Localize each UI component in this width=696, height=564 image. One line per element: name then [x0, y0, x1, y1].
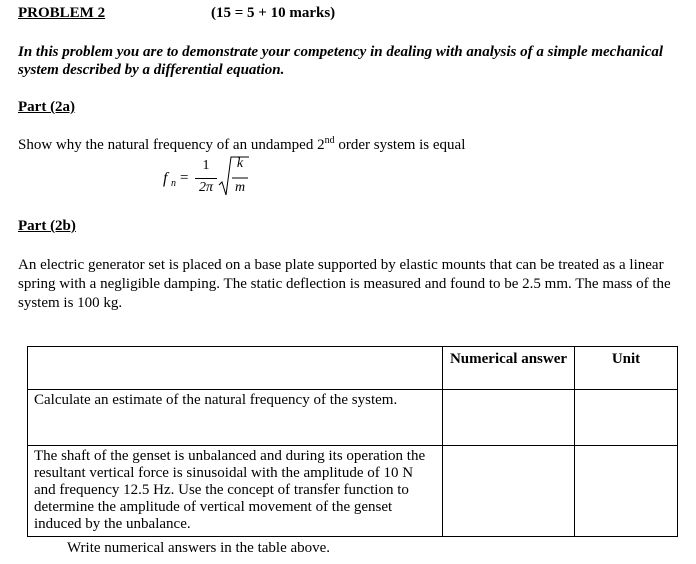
answer-cell[interactable] — [443, 390, 575, 446]
part-a-text-after: order system is equal — [334, 137, 466, 153]
part-b-paragraph: An electric generator set is placed on a base plate supported by elastic mounts that can be treated as a linear spring with a negligible damping. The static deflection is measured and found to be 2.5 mm. The mass of the system is 100 kg. — [18, 257, 671, 311]
formula-radicand-denominator: m — [234, 180, 246, 195]
numerical-answer-header: Numerical answer — [443, 347, 575, 390]
answer-cell[interactable] — [443, 446, 575, 537]
question-cell: Calculate an estimate of the natural frequency of the system. — [28, 390, 443, 446]
formula-lhs: f — [163, 170, 168, 187]
table-header-blank — [28, 347, 443, 390]
formula-denominator: 2π — [198, 180, 213, 195]
question-cell: The shaft of the genset is unbalanced and during its operation the resultant vertical force is sinusoidal with the amplitude of 10 N and frequency 12.5 Hz. Use the concept of transfer function to determine the amplitude of vertical movement of the genset induced by the unbalance. — [28, 446, 443, 537]
formula-numerator: 1 — [202, 158, 210, 173]
unit-header: Unit — [575, 347, 678, 390]
answer-table — [27, 346, 678, 537]
table-row — [28, 390, 678, 446]
marks-label: (15 = 5 + 10 marks) — [211, 5, 336, 21]
part-a-heading: Part (2a) — [18, 99, 76, 115]
part-b-heading: Part (2b) — [18, 218, 76, 234]
table-header-row — [28, 347, 678, 390]
formula-equals: = — [180, 170, 189, 186]
part-a-superscript: nd — [324, 135, 335, 146]
unit-cell[interactable] — [575, 390, 678, 446]
footnote: Write numerical answers in the table above. — [67, 540, 331, 556]
problem-title: PROBLEM 2 — [18, 5, 106, 21]
part-a-text — [18, 135, 465, 154]
intro-text: In this problem you are to demonstrate your competency in dealing with analysis of a simple mechanical system described by a differential equation. — [18, 44, 664, 78]
formula-lhs-sub: n — [171, 178, 176, 189]
table-row — [28, 446, 678, 537]
formula-fraction-line — [195, 178, 217, 179]
formula-radicand-numerator: k — [236, 156, 244, 171]
unit-cell[interactable] — [575, 446, 678, 537]
part-a-text-before: Show why the natural frequency of an undamped 2 — [18, 137, 325, 153]
